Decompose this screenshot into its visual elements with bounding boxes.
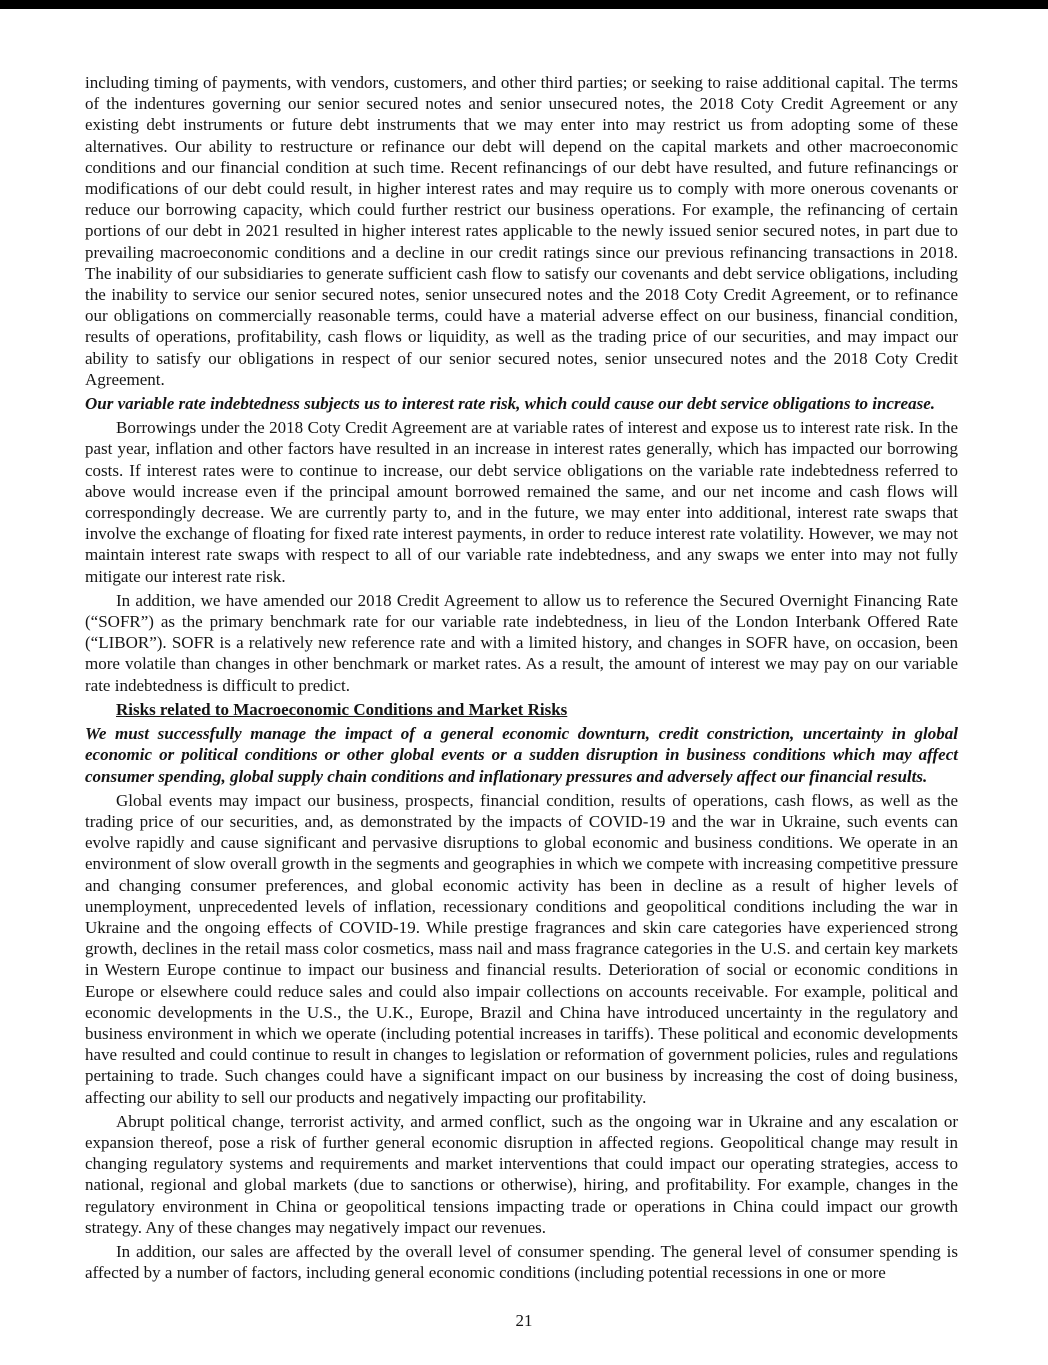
page-body xyxy=(85,72,958,1286)
heading-variable-rate-risk: Our variable rate indebtedness subjects us to interest rate risk, which could cause our debt service obligations to increase. xyxy=(85,394,936,414)
paragraph-sofr-libor: In addition, we have amended our 2018 Credit Agreement to allow us to reference the Secured Overnight Financing Rate (“SOFR”) as the primary benchmark rate for our variable rate indebtedness, in lieu of the London Interbank Offered Rate (“LIBOR”). SOFR is a relatively new reference rate and with a limited history, and changes in SOFR have, on occasion, been more volatile than changes in other benchmark or market rates. As a result, the amount of interest we may pay on our variable rate indebtedness is difficult to predict. xyxy=(85,590,958,695)
paragraph-debt-restructuring: including timing of payments, with vendors, customers, and other third parties; or seeking to raise additional capital. The terms of the indentures governing our senior secured notes and senior unsecured notes, the 2018 Coty Credit Agreement or any existing debt instruments or future debt instruments that we may enter into may restrict us from adopting some of these alternatives. Our ability to restructure or refinance our debt will depend on the capital markets and other macroeconomic conditions and our financial condition at such time. Recent refinancings of our debt have resulted, and future refinancings or modifications of our debt could result, in higher interest rates and may require us to comply with more onerous covenants or reduce our borrowing capacity, which could further restrict our business operations. For example, the refinancing of certain portions of our debt in 2021 resulted in higher interest rates applicable to the newly issued senior secured notes, in part due to prevailing macroeconomic conditions and a decline in our credit ratings since our previous refinancing transactions in 2018. The inability of our subsidiaries to generate sufficient cash flow to satisfy our covenants and debt service obligations, including the inability to service our senior secured notes, senior unsecured notes and the 2018 Coty Credit Agreement, or to refinance our obligations on commercially reasonable terms, could have a material adverse effect on our business, financial condition, results of operations, profitability, cash flows or liquidity, as well as the trading price of our securities, and may impact our ability to satisfy our obligations in respect of our senior secured notes, senior unsecured notes and the 2018 Coty Credit Agreement. xyxy=(85,73,958,389)
paragraph-political-change: Abrupt political change, terrorist activity, and armed conflict, such as the ongoing war in Ukraine and any escalation or expansion thereof, pose a risk of further general economic disruption in affected regions. Geopolitical change may result in changing regulatory systems and requirements and market interventions that could impact our operating strategies, access to national, regional and global markets (due to sanctions or otherwise), hiring, and profitability. For example, changes in the regulatory environment in China or geopolitical tensions impacting trade or operations in China could impact our growth strategy. Any of these changes may negatively impact our revenues. xyxy=(85,1111,958,1237)
paragraph-global-events: Global events may impact our business, prospects, financial condition, results of operations, cash flows, as well as the trading price of our securities, and, as demonstrated by the impacts of COVID-19 and the war in Ukraine, such events can evolve rapidly and cause significant and pervasive disruptions to global economic and business conditions. We operate in an environment of slow overall growth in the segments and geographies in which we compete with increasing competitive pressure and changing consumer preferences, and global economic activity has been in decline as a result of higher levels of unemployment, unprecedented levels of inflation, recessionary conditions and geopolitical conditions including the war in Ukraine and the ongoing effects of COVID-19. While prestige fragrances and skin care categories have experienced strong growth, declines in the retail mass color cosmetics, mass nail and mass fragrance categories in the U.S. and certain key markets in Western Europe continue to impact our business and financial results. Deterioration of social or economic conditions in Europe or elsewhere could reduce sales and could also impair collections on accounts receivable. For example, political and economic developments in the U.S., the U.K., Europe, Brazil and China have introduced uncertainty in the regulatory and business environment in which we operate (including potential increases in tariffs). These political and economic developments have resulted and could continue to result in changes to legislation or reformation of government policies, rules and regulations pertaining to trade. Such changes could have a significant impact on our business by increasing the cost of doing business, affecting our ability to sell our products and negatively impacting our profitability. xyxy=(85,790,958,1107)
heading-macroeconomic-risks-section: Risks related to Macroeconomic Conditions and Market Risks xyxy=(116,699,568,719)
page-number: 21 xyxy=(515,1311,533,1330)
heading-economic-downturn-risk: We must successfully manage the impact of a general economic downturn, credit constriction, uncertainty in global economic or political conditions or other global events or a sudden disruption in business conditions which may affect consumer spending, global supply chain conditions and inflationary pressures and adversely affect our financial results. xyxy=(85,724,958,786)
paragraph-consumer-spending: In addition, our sales are affected by the overall level of consumer spending. The general level of consumer spending is affected by a number of factors, including general economic conditions (including potential recessions in one or more xyxy=(85,1241,958,1283)
paragraph-borrowings-variable-rates: Borrowings under the 2018 Coty Credit Agreement are at variable rates of interest and expose us to interest rate risk. In the past year, inflation and other factors have resulted in an increase in interest rates generally, which has impacted our borrowing costs. If interest rates were to continue to increase, our debt service obligations on the variable rate indebtedness referred to above would increase even if the principal amount borrowed remained the same, and our net income and cash flows will correspondingly decrease. We are currently party to, and in the future, we may enter into additional, interest rate swaps that involve the exchange of floating for fixed rate interest payments, in order to reduce interest rate volatility. However, we may not maintain interest rate swaps with respect to all of our variable rate indebtedness, and any swaps we enter into may not fully mitigate our interest rate risk. xyxy=(85,418,958,586)
page-top-bar xyxy=(0,0,1048,9)
